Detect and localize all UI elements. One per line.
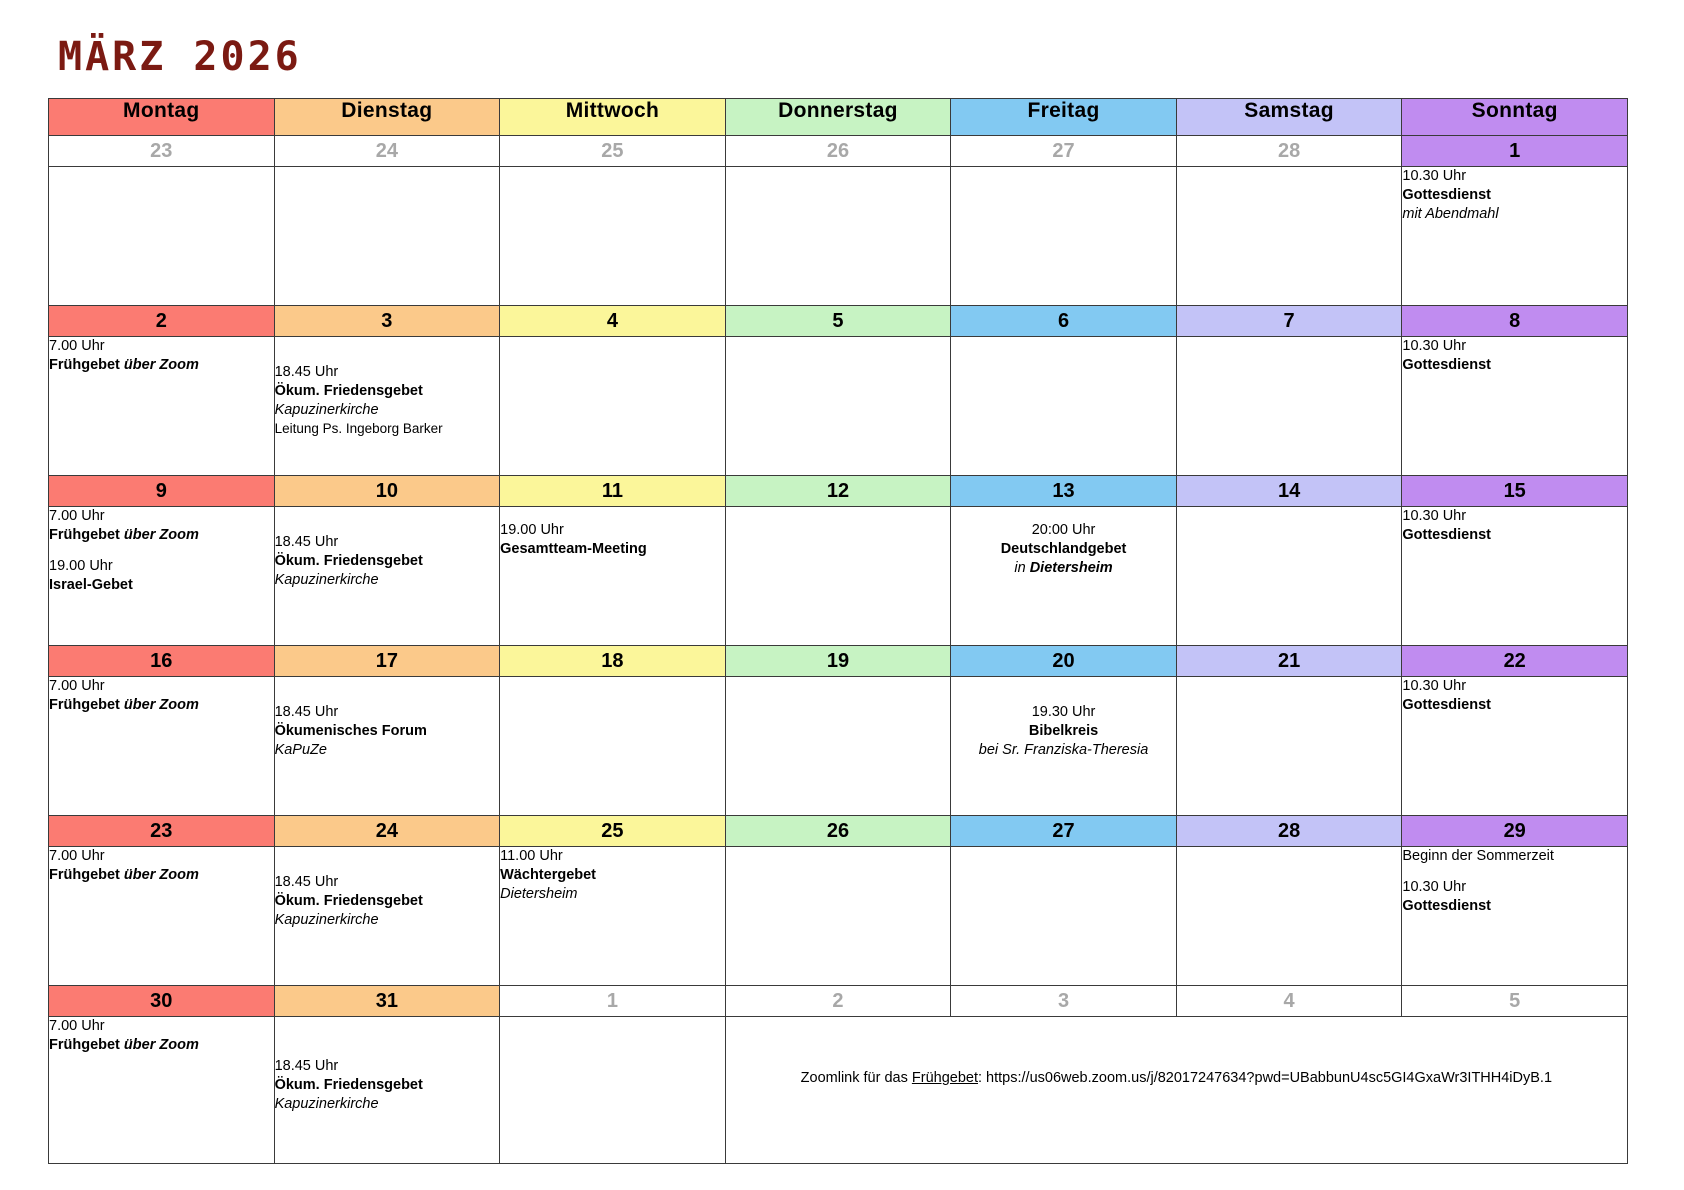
day-events-cell[interactable] — [500, 1017, 726, 1164]
day-number-cell[interactable]: 28 — [1176, 816, 1402, 847]
event-title: Israel-Gebet — [49, 577, 133, 594]
week-number-row — [49, 986, 1628, 1017]
weekday-header-dienstag: Dienstag — [274, 99, 500, 136]
event-title-emphasis: über Zoom — [123, 1037, 199, 1054]
event-location: Dietersheim — [500, 886, 578, 903]
footnote-keyword: Frühgebet — [911, 1070, 978, 1086]
event-location: mit Abendmahl — [1402, 206, 1499, 223]
event-title: Ökum. Friedensgebet — [274, 1077, 423, 1094]
week-events-row — [49, 337, 1628, 476]
calendar-event — [1402, 677, 1627, 715]
day-events-cell[interactable] — [1176, 507, 1402, 646]
week-events-row — [49, 677, 1628, 816]
week-number-row — [49, 136, 1628, 167]
calendar-event — [49, 847, 274, 885]
calendar-event — [275, 1057, 500, 1114]
event-title: Frühgebet über Zoom — [49, 527, 199, 544]
week-events-row — [49, 1017, 1628, 1164]
day-number-cell[interactable]: 10 — [274, 476, 500, 507]
day-events-cell[interactable] — [500, 167, 726, 306]
day-number-cell[interactable]: 23 — [49, 816, 275, 847]
event-title: Gesamtteam-Meeting — [500, 541, 647, 558]
event-title: Frühgebet über Zoom — [49, 697, 199, 714]
event-location: KaPuZe — [274, 742, 327, 759]
event-time: 19.00 Uhr — [49, 558, 113, 575]
day-events-cell[interactable] — [274, 1017, 500, 1164]
day-number-cell[interactable]: 5 — [725, 306, 951, 337]
event-title: Frühgebet über Zoom — [49, 1037, 199, 1054]
event-time: 7.00 Uhr — [49, 1018, 105, 1034]
day-number-cell[interactable]: 24 — [274, 816, 500, 847]
day-events-cell[interactable] — [274, 337, 500, 476]
event-time: 7.00 Uhr — [49, 848, 105, 864]
event-time: 10.30 Uhr — [1402, 168, 1467, 184]
day-number-cell[interactable]: 25 — [500, 816, 726, 847]
day-events-cell[interactable] — [725, 337, 951, 476]
day-number-cell[interactable]: 27 — [951, 816, 1177, 847]
day-number-cell[interactable]: 27 — [951, 136, 1177, 167]
event-time: 20:00 Uhr — [1031, 522, 1096, 538]
week-events-row — [49, 847, 1628, 986]
calendar-event — [275, 363, 500, 438]
day-number-cell[interactable]: 6 — [951, 306, 1177, 337]
day-number-cell[interactable]: 28 — [1176, 136, 1402, 167]
calendar-event — [49, 1017, 274, 1055]
event-time: 10.30 Uhr — [1402, 338, 1467, 354]
day-events-cell[interactable] — [725, 507, 951, 646]
event-title-emphasis: über Zoom — [123, 697, 199, 714]
day-number-cell[interactable]: 5 — [1402, 986, 1628, 1017]
day-number-cell[interactable]: 29 — [1402, 816, 1628, 847]
calendar-event — [500, 521, 725, 559]
week-number-row — [49, 476, 1628, 507]
event-title: Ökum. Friedensgebet — [274, 553, 423, 570]
day-number-cell[interactable]: 16 — [49, 646, 275, 677]
event-location: in Dietersheim — [1014, 560, 1113, 577]
day-number-cell[interactable]: 26 — [725, 136, 951, 167]
event-time: 10.30 Uhr — [1402, 879, 1467, 896]
day-number-cell[interactable]: 9 — [49, 476, 275, 507]
calendar-body — [49, 136, 1628, 1164]
week-events-row — [49, 507, 1628, 646]
calendar-event — [1402, 507, 1627, 545]
event-title: Frühgebet über Zoom — [49, 867, 199, 884]
event-title: Gottesdienst — [1402, 357, 1491, 374]
day-number-cell[interactable]: 14 — [1176, 476, 1402, 507]
calendar-event — [49, 677, 274, 715]
event-title: Gottesdienst — [1402, 697, 1491, 714]
day-number-cell[interactable]: 2 — [725, 986, 951, 1017]
day-events-cell[interactable] — [1402, 847, 1628, 986]
calendar-event — [500, 847, 725, 904]
calendar-event — [1402, 878, 1627, 916]
event-title: Gottesdienst — [1402, 898, 1491, 915]
day-events-cell[interactable] — [1176, 677, 1402, 816]
day-events-cell[interactable] — [500, 337, 726, 476]
event-time: 7.00 Uhr — [49, 508, 105, 524]
weekday-header-mittwoch: Mittwoch — [500, 99, 726, 136]
day-number-cell[interactable]: 31 — [274, 986, 500, 1017]
week-number-row — [49, 646, 1628, 677]
event-time: 19.30 Uhr — [1031, 704, 1096, 720]
day-number-cell[interactable]: 4 — [500, 306, 726, 337]
day-number-cell[interactable]: 26 — [725, 816, 951, 847]
event-location: Kapuzinerkirche — [274, 912, 379, 929]
day-number-cell[interactable]: 12 — [725, 476, 951, 507]
day-events-cell[interactable] — [49, 1017, 275, 1164]
day-events-cell[interactable] — [500, 677, 726, 816]
event-location-emphasis: Dietersheim — [1029, 560, 1113, 577]
event-location: Kapuzinerkirche — [274, 402, 379, 419]
day-events-cell[interactable] — [49, 337, 275, 476]
day-events-cell[interactable] — [1402, 677, 1628, 816]
footnote-prefix: Zoomlink für das — [800, 1070, 912, 1086]
week-events-row — [49, 167, 1628, 306]
day-number-cell[interactable]: 8 — [1402, 306, 1628, 337]
event-title: Wächtergebet — [500, 867, 597, 884]
day-events-cell[interactable] — [274, 507, 500, 646]
page-title: MÄRZ 2026 — [58, 34, 302, 80]
weekday-header-donnerstag: Donnerstag — [725, 99, 951, 136]
day-number-cell[interactable]: 18 — [500, 646, 726, 677]
event-title: Ökum. Friedensgebet — [274, 893, 423, 910]
day-events-cell[interactable] — [1176, 167, 1402, 306]
weekday-header-sonntag: Sonntag — [1402, 99, 1628, 136]
event-location: Kapuzinerkirche — [274, 572, 379, 589]
day-events-cell[interactable] — [951, 337, 1177, 476]
week-number-row — [49, 816, 1628, 847]
calendar-event — [275, 533, 500, 590]
day-events-cell[interactable] — [49, 847, 275, 986]
day-events-cell[interactable] — [1402, 167, 1628, 306]
event-time: 18.45 Uhr — [274, 874, 339, 890]
day-events-cell[interactable] — [49, 507, 275, 646]
day-events-cell[interactable] — [1402, 507, 1628, 646]
day-number-cell[interactable]: 2 — [49, 306, 275, 337]
day-number-cell[interactable]: 7 — [1176, 306, 1402, 337]
calendar-event — [1402, 337, 1627, 375]
day-events-cell[interactable] — [951, 167, 1177, 306]
day-number-cell[interactable]: 1 — [500, 986, 726, 1017]
event-title-emphasis: über Zoom — [123, 527, 199, 544]
event-location: Kapuzinerkirche — [274, 1096, 379, 1113]
event-title: Ökum. Friedensgebet — [274, 383, 423, 400]
day-events-cell[interactable] — [725, 677, 951, 816]
day-events-cell[interactable] — [951, 677, 1177, 816]
event-title: Gottesdienst — [1402, 187, 1491, 204]
weekday-header-montag: Montag — [49, 99, 275, 136]
weekday-header-freitag: Freitag — [951, 99, 1177, 136]
event-time: 18.45 Uhr — [274, 1058, 339, 1074]
zoom-link-footnote — [725, 1017, 1627, 1164]
weekday-header-samstag: Samstag — [1176, 99, 1402, 136]
day-number-cell[interactable]: 15 — [1402, 476, 1628, 507]
day-events-cell[interactable] — [49, 677, 275, 816]
day-number-cell[interactable]: 13 — [951, 476, 1177, 507]
calendar-event — [951, 521, 1176, 578]
footnote-url[interactable]: : https://us06web.zoom.us/j/82017247634?pwd=UBabbunU4sc5GI4GxaWr3ITHH4iDyB.1 — [978, 1070, 1553, 1086]
day-events-cell[interactable] — [274, 167, 500, 306]
event-location: bei Sr. Franziska-Theresia — [978, 742, 1149, 759]
day-number-cell[interactable]: 25 — [500, 136, 726, 167]
event-title: Ökumenisches Forum — [274, 723, 427, 740]
event-time: 19.00 Uhr — [500, 522, 564, 538]
day-events-cell[interactable] — [951, 507, 1177, 646]
event-time: 18.45 Uhr — [274, 534, 339, 550]
day-number-cell[interactable]: 11 — [500, 476, 726, 507]
day-number-cell[interactable]: 20 — [951, 646, 1177, 677]
event-time: 18.45 Uhr — [274, 364, 339, 380]
event-title: Frühgebet über Zoom — [49, 357, 199, 374]
day-number-cell[interactable]: 30 — [49, 986, 275, 1017]
day-number-cell[interactable]: 24 — [274, 136, 500, 167]
day-events-cell[interactable] — [274, 847, 500, 986]
calendar-event — [951, 703, 1176, 760]
day-events-cell[interactable] — [500, 847, 726, 986]
calendar-event — [275, 873, 500, 930]
event-note: Beginn der Sommerzeit — [1402, 848, 1554, 864]
event-time: 10.30 Uhr — [1402, 678, 1467, 694]
day-events-cell[interactable] — [1176, 337, 1402, 476]
event-time: 11.00 Uhr — [500, 848, 563, 864]
event-title: Gottesdienst — [1402, 527, 1491, 544]
day-number-cell[interactable]: 3 — [951, 986, 1177, 1017]
day-number-cell[interactable]: 19 — [725, 646, 951, 677]
day-events-cell[interactable] — [500, 507, 726, 646]
event-time: 7.00 Uhr — [49, 338, 105, 354]
event-time: 18.45 Uhr — [274, 704, 339, 720]
event-title-emphasis: über Zoom — [123, 357, 199, 374]
calendar-event — [49, 337, 274, 375]
day-events-cell[interactable] — [274, 677, 500, 816]
day-events-cell[interactable] — [725, 167, 951, 306]
day-events-cell[interactable] — [49, 167, 275, 306]
calendar-event — [275, 703, 500, 760]
day-number-cell[interactable]: 4 — [1176, 986, 1402, 1017]
day-number-cell[interactable]: 22 — [1402, 646, 1628, 677]
day-events-cell[interactable] — [951, 847, 1177, 986]
day-events-cell[interactable] — [1402, 337, 1628, 476]
day-number-cell[interactable]: 23 — [49, 136, 275, 167]
event-leader: Leitung Ps. Ingeborg Barker — [274, 421, 443, 437]
day-events-cell[interactable] — [725, 847, 951, 986]
event-title: Bibelkreis — [1028, 723, 1099, 740]
week-number-row — [49, 306, 1628, 337]
day-number-cell[interactable]: 21 — [1176, 646, 1402, 677]
day-number-cell[interactable]: 17 — [274, 646, 500, 677]
event-time: 7.00 Uhr — [49, 678, 105, 694]
calendar-event — [1402, 167, 1627, 224]
calendar-table — [48, 98, 1628, 1164]
day-events-cell[interactable] — [1176, 847, 1402, 986]
event-time: 10.30 Uhr — [1402, 508, 1467, 524]
day-number-cell[interactable]: 3 — [274, 306, 500, 337]
day-number-cell[interactable]: 1 — [1402, 136, 1628, 167]
calendar-event — [49, 557, 274, 595]
event-title-emphasis: über Zoom — [123, 867, 199, 884]
calendar-event — [1402, 847, 1627, 866]
calendar-event — [49, 507, 274, 545]
event-title: Deutschlandgebet — [1000, 541, 1127, 558]
weekday-header-row — [49, 99, 1628, 136]
